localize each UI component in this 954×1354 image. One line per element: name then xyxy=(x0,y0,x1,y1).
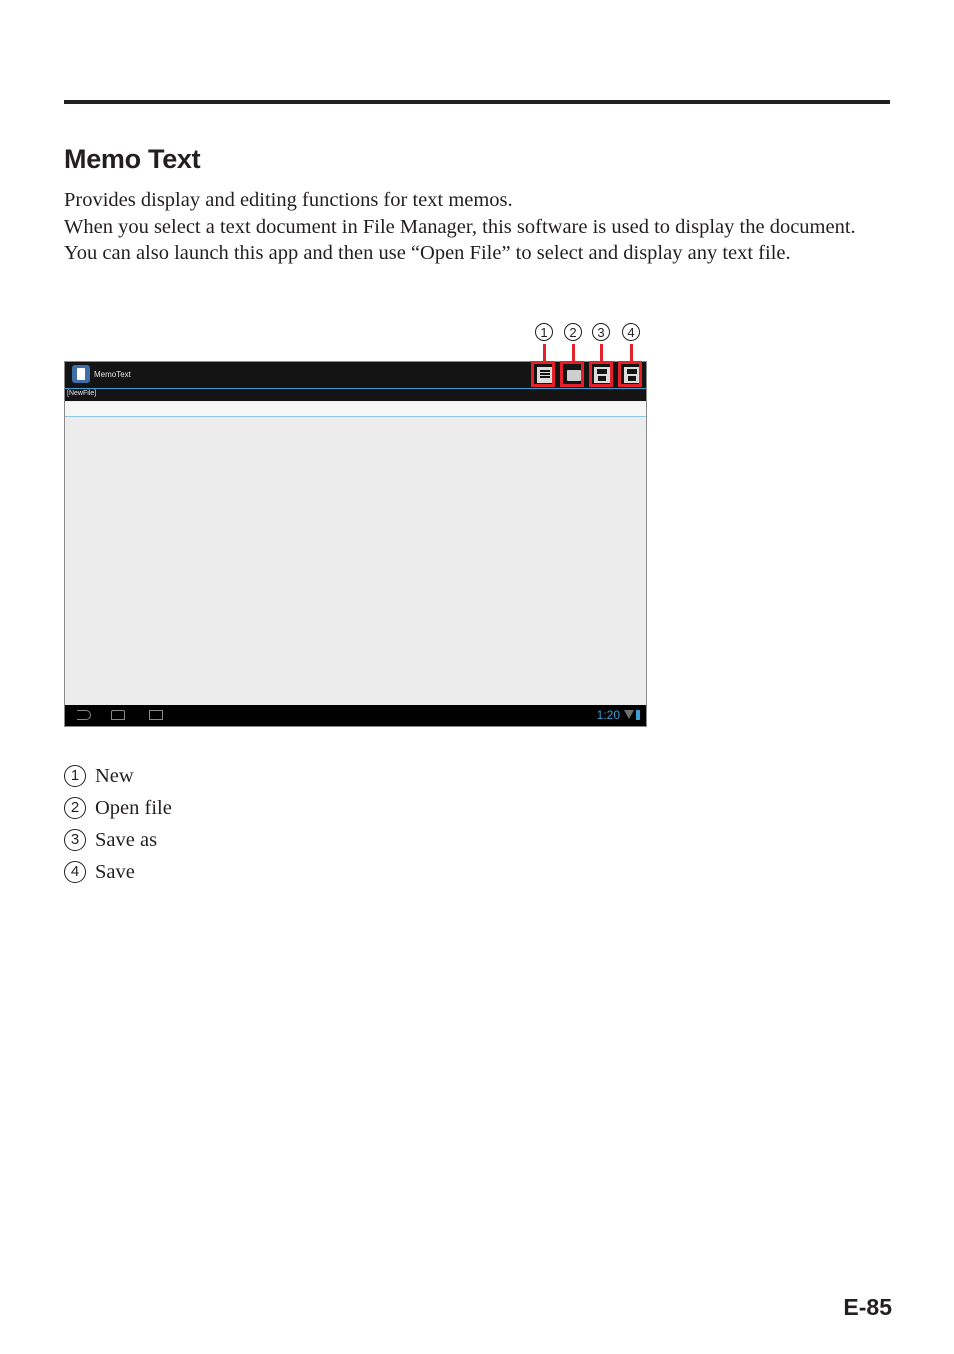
callout-highlight-box xyxy=(589,361,613,387)
filename-bar xyxy=(65,389,646,401)
app-screenshot xyxy=(64,361,647,727)
callout-highlight-box xyxy=(618,361,642,387)
recent-apps-icon[interactable] xyxy=(149,710,163,720)
callout-number-1: 1 xyxy=(535,323,553,341)
system-nav-bar xyxy=(65,705,646,726)
legend-item xyxy=(64,856,172,888)
intro-text xyxy=(64,187,864,267)
legend-list xyxy=(64,760,172,888)
section-title: Memo Text xyxy=(64,144,201,174)
legend-number: 4 xyxy=(64,861,86,883)
legend-label: Open file xyxy=(95,797,172,819)
memo-app-icon xyxy=(72,365,90,383)
legend-number: 1 xyxy=(64,765,86,787)
callout-number-4: 4 xyxy=(622,323,640,341)
intro-paragraph: You can also launch this app and then use “Open File” to select and display any text file. xyxy=(64,242,791,264)
callout-highlight-box xyxy=(560,361,584,387)
legend-label: New xyxy=(95,765,134,787)
page-number: E-85 xyxy=(843,1294,892,1320)
callout-line xyxy=(572,344,575,362)
text-editor-line[interactable] xyxy=(65,402,646,417)
legend-item xyxy=(64,760,172,792)
app-title: MemoText xyxy=(94,370,131,379)
legend-label: Save xyxy=(95,861,135,883)
action-bar xyxy=(65,362,646,389)
legend-number: 3 xyxy=(64,829,86,851)
callout-number-2: 2 xyxy=(564,323,582,341)
legend-number: 2 xyxy=(64,797,86,819)
callout-highlight-box xyxy=(531,361,555,387)
intro-paragraph: When you select a text document in File Manager, this software is used to display the document. xyxy=(64,215,856,238)
callout-line xyxy=(630,344,633,362)
status-clock: 1:20 xyxy=(596,708,620,722)
filename-label: [NewFile] xyxy=(67,390,97,397)
top-rule xyxy=(64,100,890,104)
back-icon[interactable] xyxy=(77,710,91,720)
wifi-battery-icon xyxy=(624,710,640,720)
legend-item xyxy=(64,824,172,856)
callout-line xyxy=(600,344,603,362)
legend-item xyxy=(64,792,172,824)
home-icon[interactable] xyxy=(111,710,125,720)
callout-number-3: 3 xyxy=(592,323,610,341)
legend-label: Save as xyxy=(95,829,158,851)
callout-line xyxy=(543,344,546,362)
intro-paragraph: Provides display and editing functions for text memos. xyxy=(64,189,513,211)
